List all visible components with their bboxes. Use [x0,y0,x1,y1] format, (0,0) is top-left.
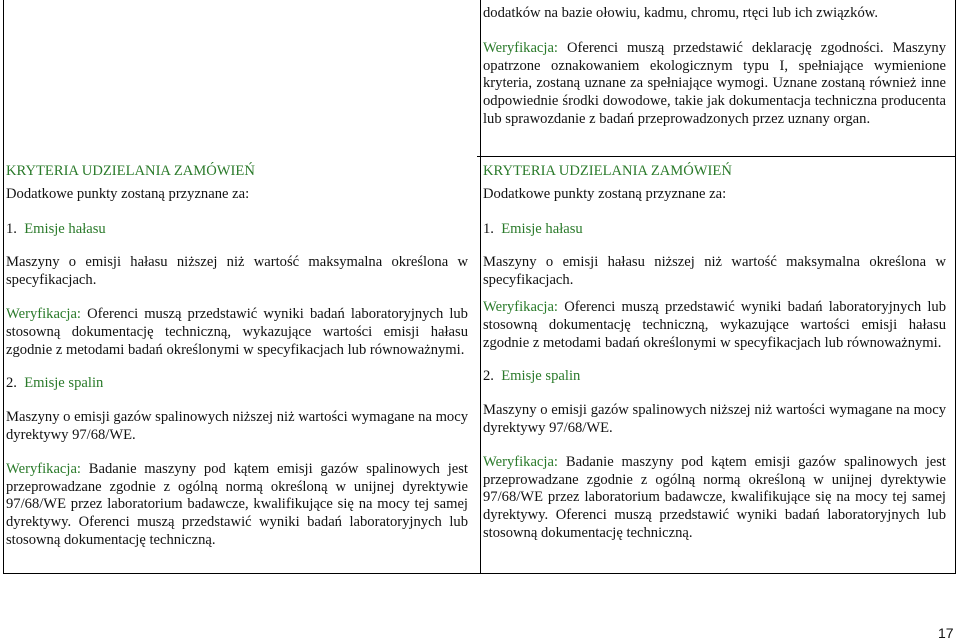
section-1-verification [6,306,468,359]
section-2-text: Maszyny o emisji gazów spalinowych niższej niż wartości wymagane na mocy dyrektywy 97/68/WE. [6,409,469,443]
verification-text: Oferenci muszą przedstawić wyniki badań laboratoryjnych lub stosowną dokumentację techniczną, wykazujące wartości emisji hałasu zgodnie z metodami badań określonymi w specyfikacjach lub równoważnymi. [483,298,946,351]
section-2-title [6,375,468,393]
verification-label: Weryfikacja: [6,305,81,322]
section-2-verification [6,461,468,550]
section-1-title-text: Emisje hałasu [501,220,583,237]
verification-label: Weryfikacja: [483,453,558,470]
verification-label: Weryfikacja: [483,298,558,315]
verification-text: Oferenci muszą przedstawić wyniki badań laboratoryjnych lub stosowną dokumentację techniczną, wykazujące wartości emisji hałasu zgodnie z metodami badań określonymi w specyfikacjach lub równoważnymi. [6,305,468,358]
section-2-number: 2. [483,368,494,385]
section-2-title-text: Emisje spalin [24,375,104,392]
section-2-title [483,368,946,386]
section-1-verification [483,299,946,352]
section-1-title [483,221,946,239]
verification-text: Oferenci muszą przedstawić deklarację zgodności. Maszyny opatrzone oznakowaniem ekologicznym typu I, spełniające wymienione kryteria, zostaną uznane za spełniające wymogi. Uznane zostaną również inne odpowiednie środki dowodowe, takie jak dokumentacja techniczna producenta lub sprawozdanie z badań przeprowadzonych przez uznany organ. [483,39,946,127]
section-1-number: 1. [483,220,494,237]
top-right-line1: dodatków na bazie ołowiu, kadmu, chromu, rtęci lub ich związków. [483,5,878,21]
section-2-verification [483,454,946,543]
column-divider [480,0,481,573]
verification-label: Weryfikacja: [483,39,558,56]
page-number: 17 [938,625,954,641]
row-divider [477,156,955,157]
section-1-number: 1. [6,220,17,237]
criteria-subheading: Dodatkowe punkty zostaną przyznane za: [6,185,250,202]
criteria-subheading: Dodatkowe punkty zostaną przyznane za: [483,185,727,202]
verification-text: Badanie maszyny pod kątem emisji gazów spalinowych jest przeprowadzane zgodnie z ogólną normą określoną w unijnej dyrektywie 97/68/WE przez laboratorium badawcze, kwalifikujące się na mocy tej samej dyrektywy. Oferenci muszą przedstawić wyniki badań laboratoryjnych lub stosowną dokumentację techniczną. [483,453,946,541]
section-1-text: Maszyny o emisji hałasu niższej niż wartość maksymalna określona w specyfikacjach. [6,254,468,289]
right-criteria-cell [483,163,946,543]
section-2-number: 2. [6,375,17,392]
section-2-text: Maszyny o emisji gazów spalinowych niższej niż wartości wymagane na mocy dyrektywy 97/68/WE. [483,402,946,436]
verification-label: Weryfikacja: [6,460,81,477]
top-right-verification [483,40,946,129]
verification-text: Badanie maszyny pod kątem emisji gazów spalinowych jest przeprowadzane zgodnie z ogólną normą określoną w unijnej dyrektywie 97/68/WE przez laboratorium badawcze, kwalifikujące się na mocy tej samej dyrektywy. Oferenci muszą przedstawić wyniki badań laboratoryjnych lub stosowną dokumentację techniczną. [6,460,468,548]
left-criteria-cell [6,163,468,550]
section-1-title-text: Emisje hałasu [24,220,106,237]
section-2-title-text: Emisje spalin [501,368,581,385]
criteria-heading: KRYTERIA UDZIELANIA ZAMÓWIEŃ [483,163,732,179]
section-1-title [6,221,468,239]
criteria-heading: KRYTERIA UDZIELANIA ZAMÓWIEŃ [6,163,255,179]
top-right-cell [483,5,946,129]
section-1-text: Maszyny o emisji hałasu niższej niż wartość maksymalna określona w specyfikacjach. [483,254,946,289]
